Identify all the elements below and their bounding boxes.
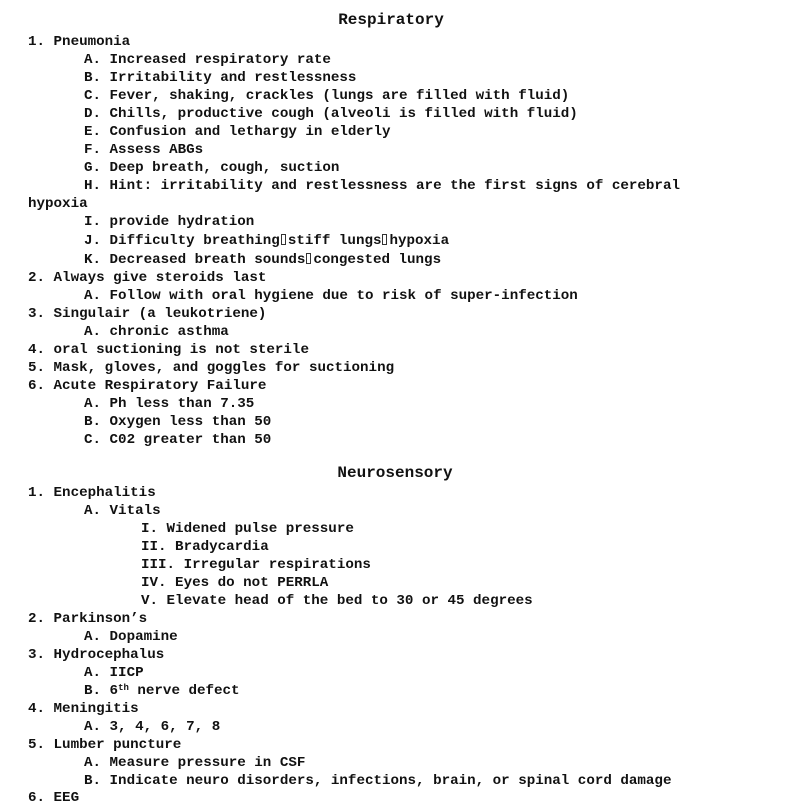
list-item-text: nerve defect <box>128 683 240 699</box>
list-item: 5. Lumber puncture <box>28 737 182 753</box>
list-item: 1. Encephalitis <box>28 485 156 501</box>
section-title-respiratory: Respiratory <box>338 11 444 29</box>
list-item: A. Follow with oral hygiene due to risk of super-infection <box>84 288 578 304</box>
list-item: I. provide hydration <box>84 214 255 230</box>
list-item-continuation: hypoxia <box>28 196 88 212</box>
list-item-cutoff: 6. EEG <box>28 790 80 806</box>
list-item-text: J. Difficulty breathing <box>84 233 280 249</box>
list-item: A. Ph less than 7.35 <box>84 396 255 412</box>
list-item: A. Dopamine <box>84 629 178 645</box>
list-item: IV. Eyes do not PERRLA <box>141 575 329 591</box>
list-item: C. C02 greater than 50 <box>84 432 272 448</box>
list-item-text: congested lungs <box>313 252 442 268</box>
arrow-glyph-icon <box>281 234 286 245</box>
list-item-text: stiff lungs <box>287 233 382 249</box>
list-item <box>84 682 240 700</box>
list-item: V. Elevate head of the bed to 30 or 45 degrees <box>141 593 533 609</box>
section-title-neurosensory: Neurosensory <box>337 464 453 482</box>
list-item: D. Chills, productive cough (alveoli is filled with fluid) <box>84 106 578 122</box>
list-item: III. Irregular respirations <box>141 557 371 573</box>
list-item-text: hypoxia <box>389 233 450 249</box>
list-item: 3. Singulair (a leukotriene) <box>28 306 267 322</box>
list-item: A. Increased respiratory rate <box>84 52 331 68</box>
arrow-glyph-icon <box>306 253 311 264</box>
list-item: B. Indicate neuro disorders, infections, brain, or spinal cord damage <box>84 773 672 789</box>
list-item: B. Oxygen less than 50 <box>84 414 272 430</box>
list-item: II. Bradycardia <box>141 539 269 555</box>
list-item-text: B. 6 <box>84 683 119 699</box>
list-item: 2. Parkinson’s <box>28 611 148 627</box>
list-item <box>84 251 441 269</box>
list-item: E. Confusion and lethargy in elderly <box>84 124 391 140</box>
list-item: I. Widened pulse pressure <box>141 521 354 537</box>
list-item: A. Measure pressure in CSF <box>84 755 306 771</box>
arrow-glyph-icon <box>382 234 387 245</box>
list-item: 5. Mask, gloves, and goggles for suctioning <box>28 360 395 376</box>
list-item: 6. Acute Respiratory Failure <box>28 378 267 394</box>
list-item: C. Fever, shaking, crackles (lungs are filled with fluid) <box>84 88 570 104</box>
list-item: F. Assess ABGs <box>84 142 204 158</box>
list-item: 4. Meningitis <box>28 701 139 717</box>
list-item: A. 3, 4, 6, 7, 8 <box>84 719 221 735</box>
list-item: 4. oral suctioning is not sterile <box>28 342 309 358</box>
list-item: A. IICP <box>84 665 144 681</box>
superscript: th <box>118 683 129 693</box>
list-item <box>84 232 449 250</box>
list-item: A. Vitals <box>84 503 161 519</box>
list-item: G. Deep breath, cough, suction <box>84 160 340 176</box>
list-item: 1. Pneumonia <box>28 34 131 50</box>
list-item: H. Hint: irritability and restlessness are the first signs of cerebral <box>84 178 680 194</box>
list-item: A. chronic asthma <box>84 324 229 340</box>
list-item: B. Irritability and restlessness <box>84 70 357 86</box>
list-item: 2. Always give steroids last <box>28 270 267 286</box>
list-item-text: K. Decreased breath sounds <box>84 252 306 268</box>
list-item: 3. Hydrocephalus <box>28 647 165 663</box>
